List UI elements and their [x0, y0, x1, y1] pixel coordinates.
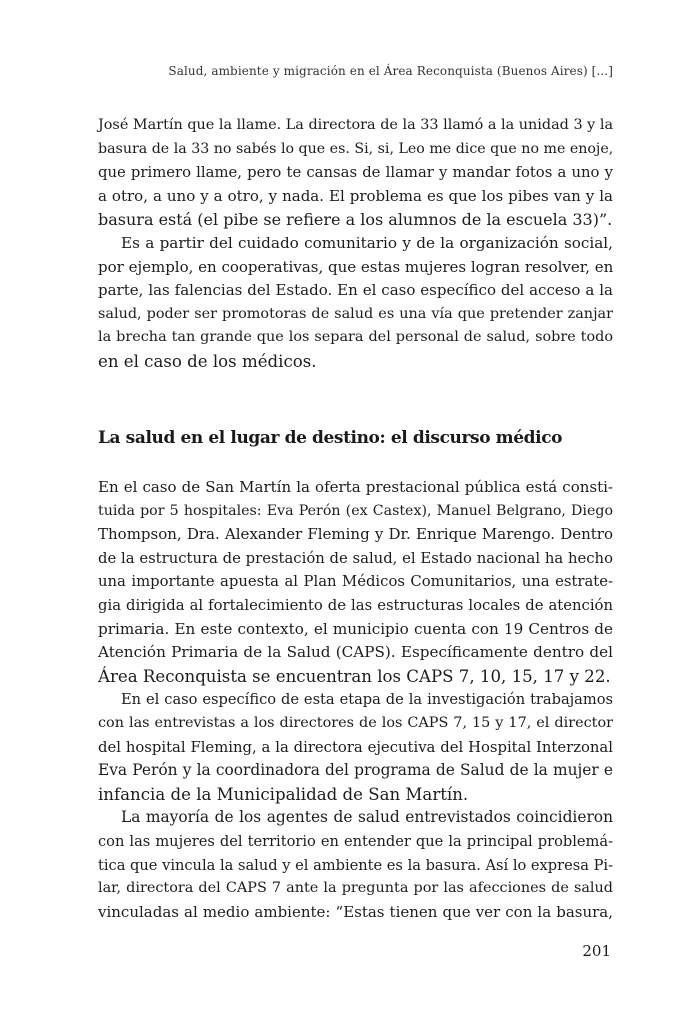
page-number: 201 — [582, 942, 611, 960]
text-line: parte, las falencias del Estado. En el caso específico del acceso a la — [98, 281, 613, 300]
text-line: José Martín que la llame. La directora de la 33 llamó a la unidad 3 y la — [98, 117, 614, 133]
section-heading: La salud en el lugar de destino: el discurso médico — [98, 428, 563, 448]
text-line: del hospital Fleming, a la directora ejecutiva del Hospital Interzonal — [98, 738, 613, 756]
text-line: tica que vincula la salud y el ambiente es la basura. Así lo expresa Pi- — [98, 856, 613, 874]
text-line: La mayoría de los agentes de salud entrevistados coincidieron — [121, 808, 613, 827]
text-line: que primero llame, pero te cansas de llamar y mandar fotos a uno y — [98, 164, 613, 182]
text-line: con las mujeres del territorio en entender que la principal problemá- — [98, 832, 613, 850]
text-line: por ejemplo, en cooperativas, que estas mujeres logran resolver, en — [98, 257, 614, 276]
text-line: una importante apuesta al Plan Médicos Comunitarios, una estrate- — [98, 573, 613, 591]
paragraph-block-2 — [98, 476, 613, 924]
text-line: Atención Primaria de la Salud (CAPS). Específicamente dentro del — [98, 643, 613, 662]
running-header: Salud, ambiente y migración en el Área Reconquista (Buenos Aires) [...] — [168, 64, 613, 78]
text-line: tuida por 5 hospitales: Eva Perón (ex Castex), Manuel Belgrano, Diego — [98, 502, 613, 519]
text-line: basura está (el pibe se refiere a los alumnos de la escuela 33)”. — [98, 210, 613, 230]
text-line: a otro, a uno y a otro, y nada. El problema es que los pibes van y la — [98, 186, 613, 205]
text-line: basura de la 33 no sabés lo que es. Si, si, Leo me dice que no me enoje, — [98, 140, 614, 157]
text-line: de la estructura de prestación de salud, el Estado nacional ha hecho — [98, 549, 613, 567]
text-line: Área Reconquista se encuentran los CAPS 7, 10, 15, 17 y 22. — [98, 666, 611, 686]
text-line: con las entrevistas a los directores de los CAPS 7, 15 y 17, el director — [98, 714, 613, 731]
text-line: Eva Perón y la coordinadora del programa de Salud de la mujer e — [98, 761, 613, 780]
paragraph-block-1 — [98, 114, 613, 374]
text-line: salud, poder ser promotoras de salud es una vía que pretender zanjar — [98, 305, 613, 322]
text-line: lar, directora del CAPS 7 ante la pregunta por las afecciones de salud — [98, 880, 613, 897]
text-line: En el caso específico de esta etapa de la investigación trabajamos — [121, 691, 613, 709]
text-line: la brecha tan grande que los separa del personal de salud, sobre todo — [98, 329, 613, 346]
text-line: en el caso de los médicos. — [98, 351, 317, 371]
text-line: gia dirigida al fortalecimiento de las estructuras locales de atención — [98, 596, 613, 614]
text-line: Es a partir del cuidado comunitario y de la organización social, — [121, 233, 613, 252]
text-line: primaria. En este contexto, el municipio cuenta con 19 Centros de — [98, 619, 613, 638]
text-line: Thompson, Dra. Alexander Fleming y Dr. Enrique Marengo. Dentro — [98, 525, 613, 544]
text-line: vinculadas al medio ambiente: “Estas tienen que ver con la basura, — [98, 902, 613, 921]
text-line: infancia de la Municipalidad de San Martín. — [98, 784, 469, 804]
text-line: En el caso de San Martín la oferta prestacional pública está consti- — [98, 478, 613, 496]
